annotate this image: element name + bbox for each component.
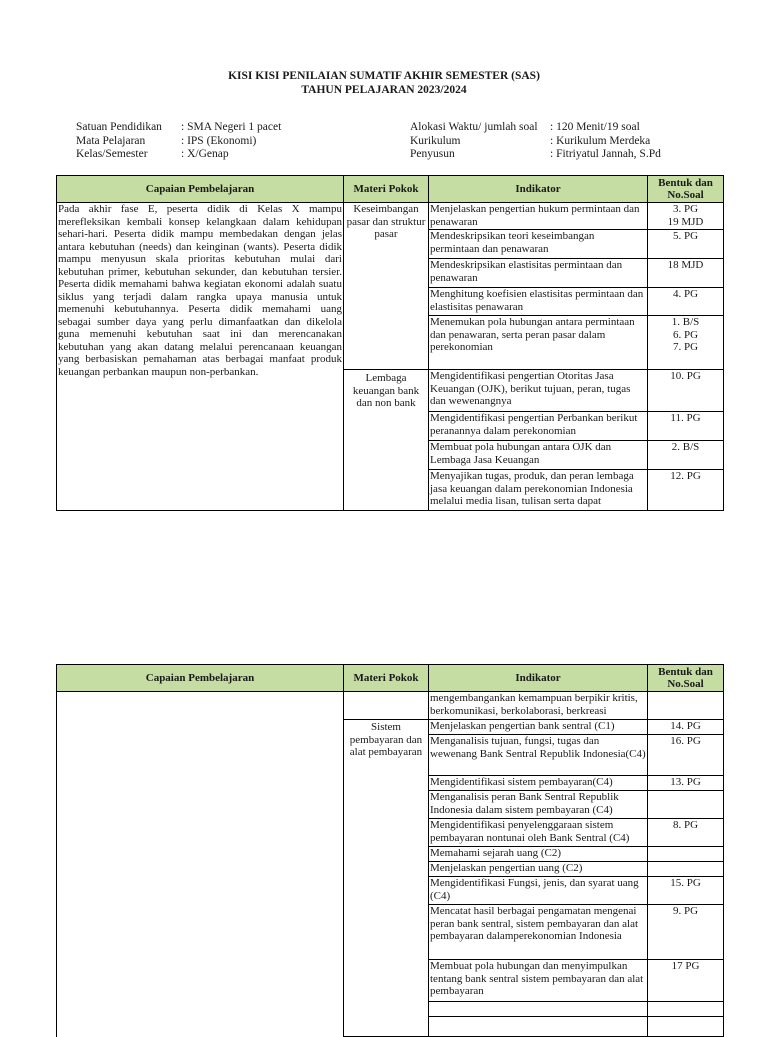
header-capaian: Capaian Pembelajaran (57, 176, 344, 203)
indikator-cell: Menganalisis tujuan, fungsi, tugas dan wewenang Bank Sentral Republik Indonesia(C4) (429, 735, 648, 776)
soal-cell (648, 1002, 724, 1017)
soal-cell: 5. PG (648, 230, 724, 259)
soal-cell (648, 791, 724, 819)
materi-cell (344, 692, 429, 720)
header-bentuk (648, 176, 724, 203)
materi-cell: Lembaga keuangan bank dan non bank (344, 370, 429, 511)
indikator-cell: Mendeskripsikan elastisitas permintaan dan penawaran (429, 259, 648, 288)
soal-cell: 11. PG (648, 412, 724, 441)
indikator-cell (429, 1002, 648, 1017)
header-materi: Materi Pokok (344, 665, 429, 692)
info-value: : SMA Negeri 1 pacet (181, 121, 282, 133)
indikator-cell: Menjelaskan pengertian bank sentral (C1) (429, 720, 648, 735)
info-value: : Kurikulum Merdeka (550, 134, 651, 147)
soal-cell: 2. B/S (648, 441, 724, 470)
indikator-cell: Mencatat hasil berbagai pengamatan mengenai peran bank sentral, sistem pembayaran dan alat pembayaran dalamperekonomian Indonesia (429, 905, 648, 960)
soal-cell: 12. PG (648, 470, 724, 511)
soal-cell: 8. PG (648, 819, 724, 847)
indikator-cell: Menyajikan tugas, produk, dan peran lembaga jasa keuangan dalam perekonomian Indonesia melalui media lisan, tulisan serta dapat (429, 470, 648, 511)
info-value: : 120 Menit/19 soal (550, 121, 640, 133)
indikator-cell: Menemukan pola hubungan antara permintaan dan penawaran, serta peran pasar dalam perekonomian (429, 316, 648, 370)
indikator-cell: Menjelaskan pengertian hukum permintaan dan penawaran (429, 203, 648, 230)
header-bentuk (648, 665, 724, 692)
soal-cell: 18 MJD (648, 259, 724, 288)
info-label: Satuan Pendidikan (76, 121, 162, 133)
header-bentuk-line2: No.Soal (667, 189, 704, 201)
soal-cell (648, 316, 724, 370)
header-bentuk-line1: Bentuk dan (658, 666, 713, 678)
soal-cell: 17 PG (648, 960, 724, 1002)
indikator-cell: Mengidentifikasi Fungsi, jenis, dan syarat uang (C4) (429, 877, 648, 905)
table-row (57, 203, 724, 230)
info-label: Kurikulum (410, 134, 461, 147)
indikator-cell: Mengidentifikasi penyelenggaraan sistem pembayaran nontunai oleh Bank Sentral (C4) (429, 819, 648, 847)
soal-cell: 13. PG (648, 776, 724, 791)
soal-item: 3. PG (672, 203, 699, 215)
materi-cell: Sistem pembayaran dan alat pembayaran (344, 720, 429, 1037)
soal-cell: 14. PG (648, 720, 724, 735)
header-materi: Materi Pokok (344, 176, 429, 203)
materi-cell: Keseimbangan pasar dan struktur pasar (344, 203, 429, 370)
indikator-cell: Memahami sejarah uang (C2) (429, 847, 648, 862)
soal-cell (648, 862, 724, 877)
indikator-cell: Menghitung koefisien elastisitas permintaan dan elastisitas penawaran (429, 288, 648, 316)
info-value: : Fitriyatul Jannah, S.Pd (550, 148, 661, 160)
soal-cell: 9. PG (648, 905, 724, 960)
info-label: Kelas/Semester (76, 148, 148, 160)
indikator-cell: Mengidentifikasi pengertian Otoritas Jasa Keuangan (OJK), berikut tujuan, peran, tugas dan wewenangnya (429, 370, 648, 412)
indikator-cell (429, 1017, 648, 1037)
soal-item: 1. B/S (671, 316, 700, 328)
indikator-cell: mengembangankan kemampuan berpikir kritis, berkomunikasi, berkolaborasi, berkreasi (429, 692, 648, 720)
info-label: Mata Pelajaran (76, 134, 146, 147)
kisi-table-page1 (56, 175, 724, 511)
info-label: Alokasi Waktu/ jumlah soal (410, 121, 538, 133)
header-bentuk-line2: No.Soal (667, 678, 704, 690)
indikator-cell: Mengidentifikasi pengertian Perbankan berikut peranannya dalam perekonomian (429, 412, 648, 441)
header-indikator: Indikator (429, 665, 648, 692)
document-subtitle: TAHUN PELAJARAN 2023/2024 (301, 84, 467, 96)
soal-cell: 16. PG (648, 735, 724, 776)
soal-cell: 4. PG (648, 288, 724, 316)
capaian-cell: Pada akhir fase E, peserta didik di Kelas X mampu merefleksikan kembali konsep kelangkaan dalam kehidupan sehari-hari. Peserta didik mampu membedakan dengan jelas antara kebutuhan (needs) dan keinginan (wants). Peserta didik mampu menyusun skala prioritas kebutuhan mulai dari kebutuhan primer, kebutuhan sekunder, dan kebutuhan tersier. Peserta didik memahami bahwa kegiatan ekonomi adalah suatu siklus yang terjadi dalam rangka upaya manusia untuk memenuhi kebutuhannya. Peserta didik memahami uang sebagai sumber daya yang perlu dimanfaatkan dan dikelola guna memenuhi kebutuhan saat ini dan merencanakan kebutuhan yang akan datang melalui perencanaan keuangan yang berbasiskan pemahaman atas berbagai manfaat produk keuangan perbankan maupun non-perbankan. (57, 203, 344, 511)
soal-item: 6. PG (672, 328, 699, 341)
document-title: KISI KISI PENILAIAN SUMATIF AKHIR SEMESTER (SAS) (228, 70, 540, 82)
soal-item: 19 MJD (667, 215, 704, 228)
kisi-table-page2 (56, 664, 724, 1037)
info-label: Penyusun (410, 148, 455, 160)
info-value: : IPS (Ekonomi) (181, 134, 257, 147)
capaian-cell (57, 692, 344, 1037)
soal-item: 7. PG (672, 341, 699, 353)
soal-cell (648, 692, 724, 720)
soal-cell (648, 847, 724, 862)
info-value: : X/Genap (181, 148, 229, 160)
soal-cell (648, 1017, 724, 1037)
header-capaian: Capaian Pembelajaran (57, 665, 344, 692)
table-header-row (57, 176, 724, 203)
soal-cell (648, 203, 724, 230)
header-bentuk-line1: Bentuk dan (658, 177, 713, 189)
info-right (410, 121, 661, 162)
soal-cell: 10. PG (648, 370, 724, 412)
indikator-cell: Membuat pola hubungan dan menyimpulkan tentang bank sentral sistem pembayaran dan alat pembayaran (429, 960, 648, 1002)
indikator-cell: Mendeskripsikan teori keseimbangan permintaan dan penawaran (429, 230, 648, 259)
indikator-cell: Menganalisis peran Bank Sentral Republik Indonesia dalam sistem pembayaran (C4) (429, 791, 648, 819)
indikator-cell: Membuat pola hubungan antara OJK dan Lembaga Jasa Keuangan (429, 441, 648, 470)
indikator-cell: Mengidentifikasi sistem pembayaran(C4) (429, 776, 648, 791)
info-left (76, 121, 281, 162)
table-row (57, 692, 724, 720)
table-header-row (57, 665, 724, 692)
indikator-cell: Menjelaskan pengertian uang (C2) (429, 862, 648, 877)
header-indikator: Indikator (429, 176, 648, 203)
soal-cell: 15. PG (648, 877, 724, 905)
